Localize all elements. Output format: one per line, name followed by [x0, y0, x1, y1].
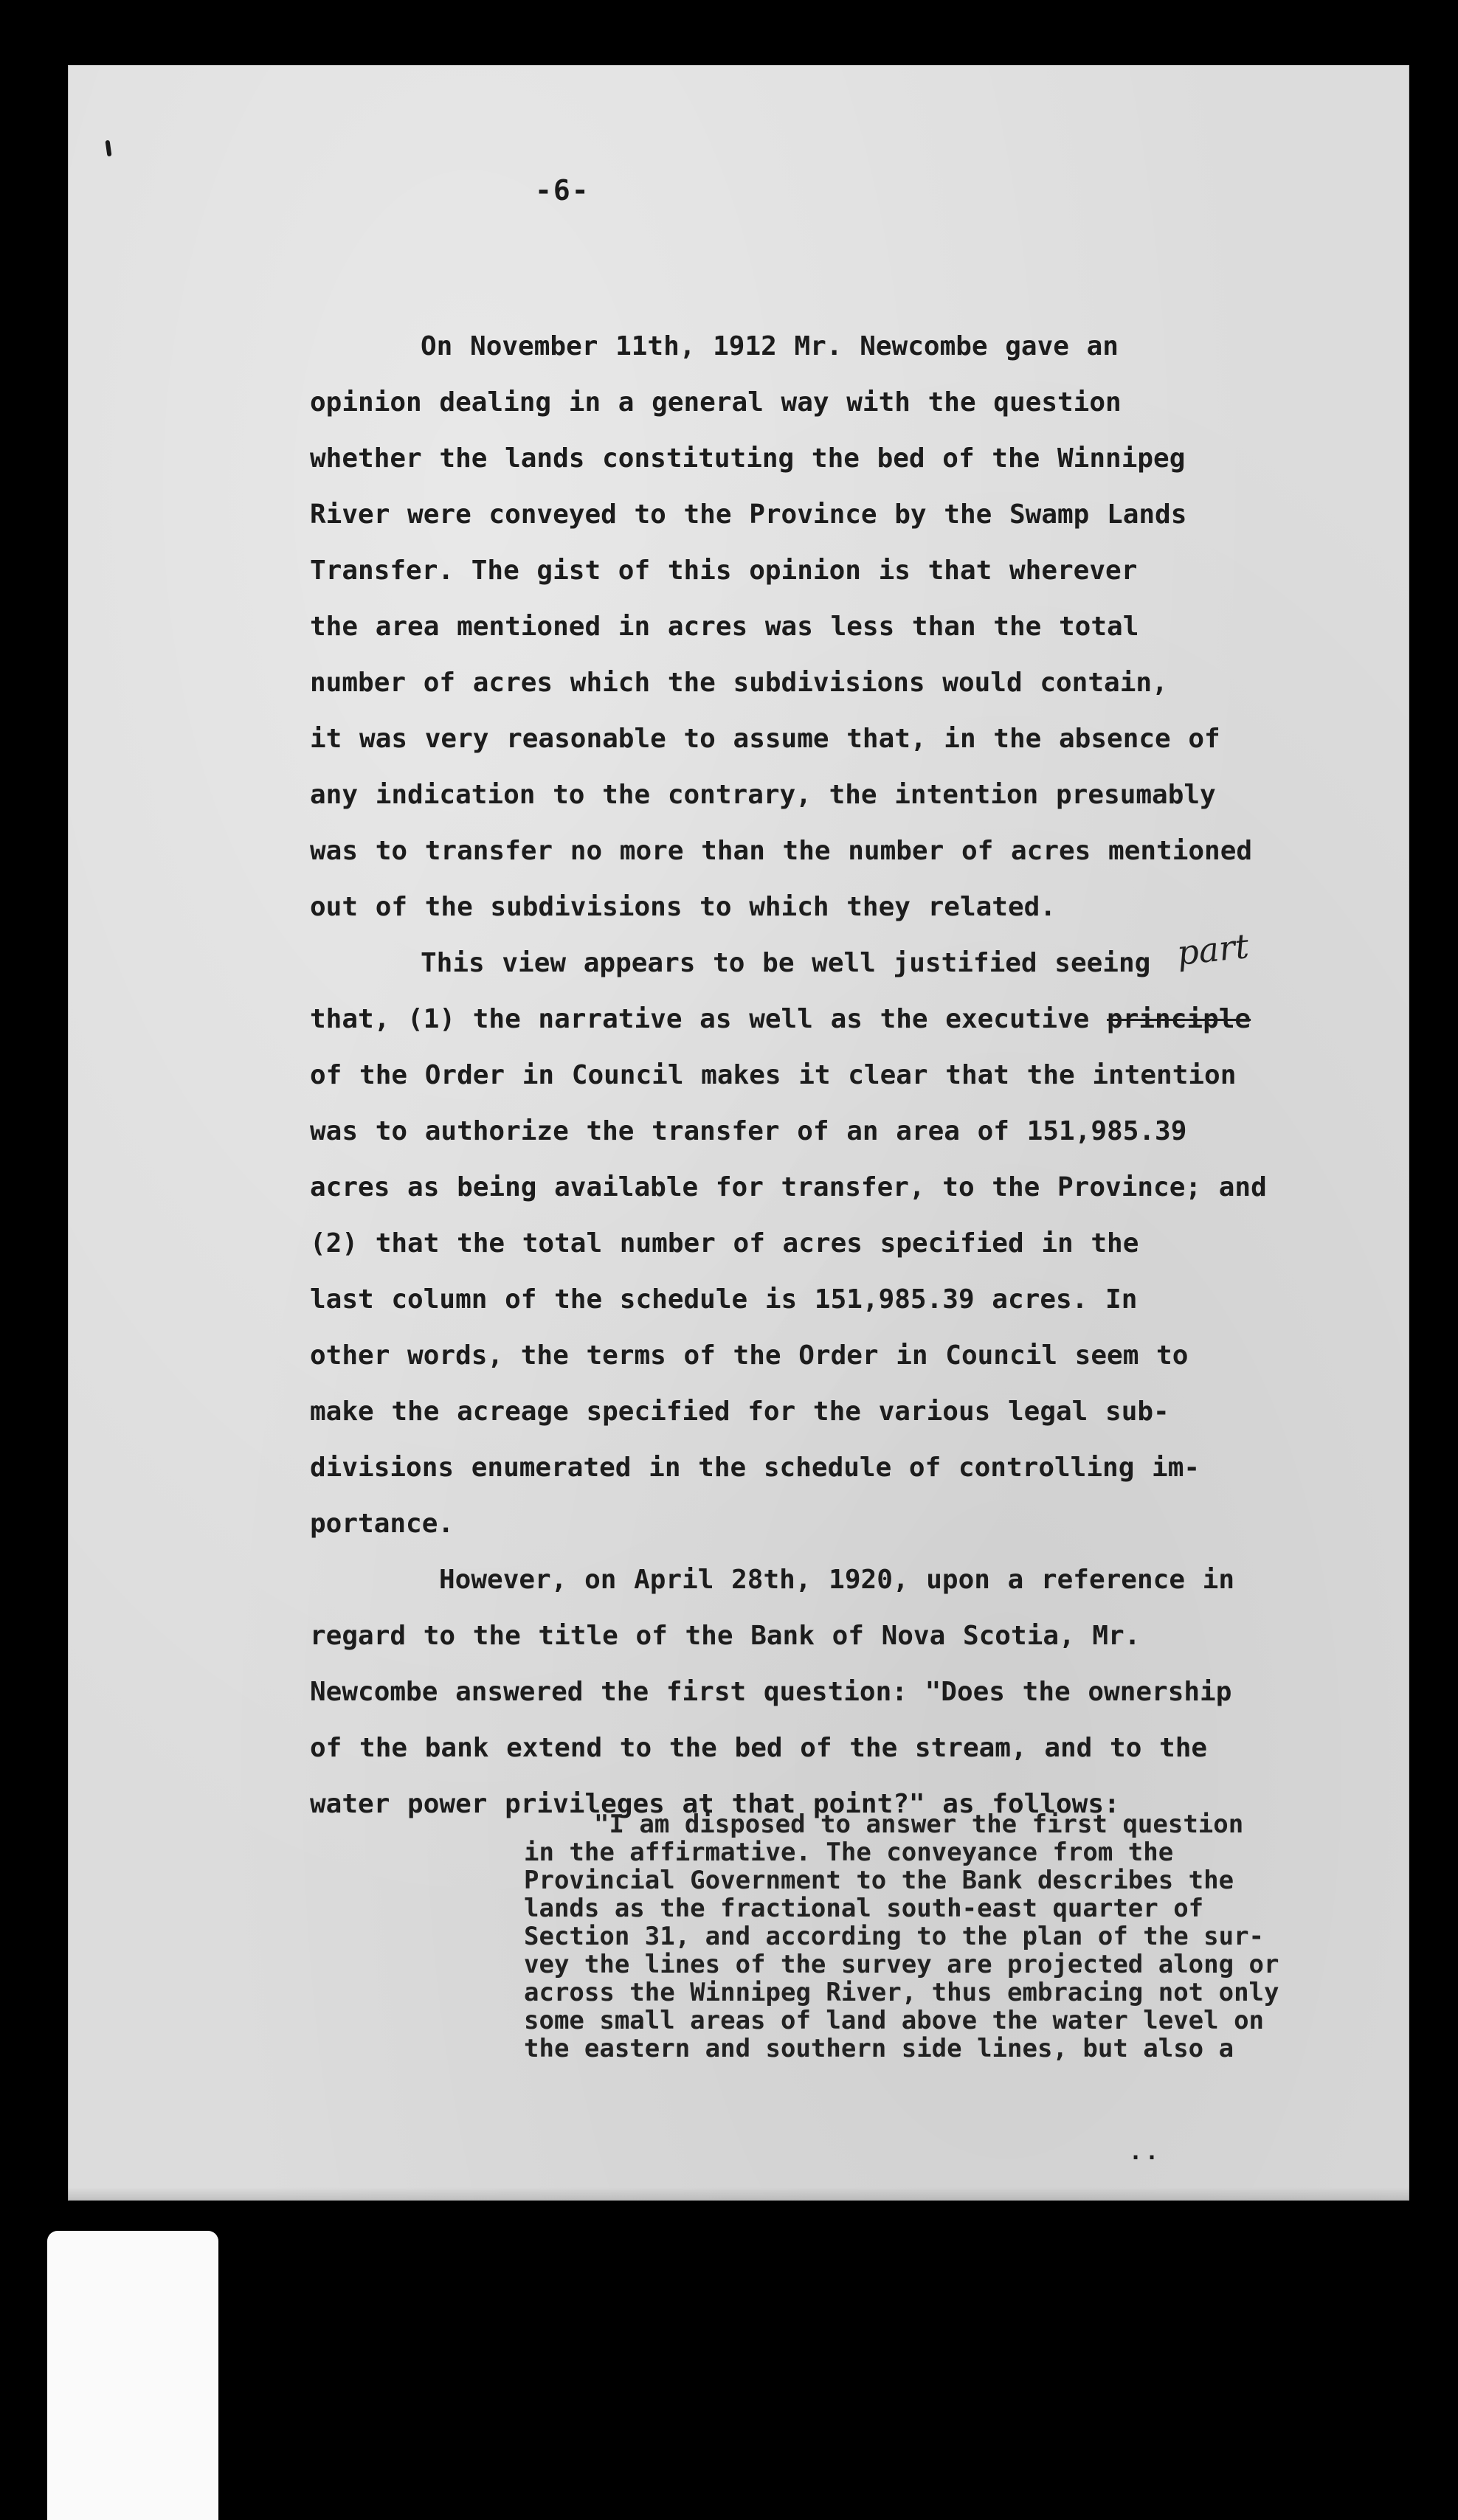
paragraph-2-line-2-text: that, (1) the narrative as well as the executive [310, 1004, 1090, 1034]
paragraph-2-line-3: of the Order in Council makes it clear that the intention [310, 1060, 1237, 1090]
paragraph-2-line-6: (2) that the total number of acres specified in the [310, 1228, 1139, 1259]
paragraph-2-line-10: divisions enumerated in the schedule of controlling im- [310, 1453, 1200, 1483]
paragraph-3-line-5: water power privileges at that point?" as follows: [310, 1789, 1120, 1819]
paragraph-1-line-9: any indication to the contrary, the intention presumably [310, 780, 1216, 810]
paragraph-1-line-6: the area mentioned in acres was less than the total [310, 612, 1139, 642]
quote-line-8: some small areas of land above the water level on [524, 2006, 1265, 2035]
page-number: -6- [535, 174, 590, 207]
page-shadow-edge [68, 2187, 1409, 2201]
paragraph-2-line-9: make the acreage specified for the various legal sub- [310, 1396, 1169, 1427]
paragraph-2-line-2 [310, 991, 1350, 1048]
quote-line-2: in the affirmative. The conveyance from the [524, 1838, 1174, 1867]
paragraph-1-line-8: it was very reasonable to assume that, in the absence of [310, 724, 1220, 754]
paragraph-1-line-5: Transfer. The gist of this opinion is that wherever [310, 555, 1138, 586]
paragraph-3-line-1: However, on April 28th, 1920, upon a reference in [439, 1565, 1235, 1595]
quoted-opinion [524, 1810, 1380, 2063]
quote-line-9: the eastern and southern side lines, but also a [524, 2034, 1234, 2063]
paragraph-1-line-3: whether the lands constituting the bed of the Winnipeg [310, 443, 1186, 474]
paragraph-2-line-11: portance. [310, 1509, 455, 1539]
paragraph-1-line-11: out of the subdivisions to which they related. [310, 892, 1056, 922]
paragraph-2-line-8: other words, the terms of the Order in Council seem to [310, 1340, 1189, 1371]
paragraph-1-line-10: was to transfer no more than the number of acres mentioned [310, 836, 1253, 866]
paragraph-2-line-1: This view appears to be well justified seeing [421, 948, 1151, 978]
paragraph-2-line-5: acres as being available for transfer, to the Province; and [310, 1172, 1267, 1202]
paragraph-3-line-4: of the bank extend to the bed of the stream, and to the [310, 1733, 1208, 1763]
paragraph-2-line-4: was to authorize the transfer of an area of 151,985.39 [310, 1116, 1187, 1146]
paragraph-1-line-7: number of acres which the subdivisions would contain, [310, 668, 1168, 698]
quote-line-4: lands as the fractional south-east quarter of [524, 1894, 1204, 1923]
body-text [310, 319, 1350, 1832]
struck-word: principle [1107, 1004, 1251, 1034]
quote-line-5: Section 31, and according to the plan of the sur- [524, 1922, 1265, 1951]
continuation-mark: .. [1129, 2139, 1162, 2165]
paragraph-1-line-1: On November 11th, 1912 Mr. Newcombe gave an [421, 331, 1119, 361]
paragraph-3-line-3: Newcombe answered the first question: "Does the ownership [310, 1677, 1232, 1707]
quote-line-7: across the Winnipeg River, thus embracing not only [524, 1978, 1279, 2007]
film-label-blank [47, 2231, 218, 2520]
paragraph-1-line-2: opinion dealing in a general way with the question [310, 387, 1122, 418]
paragraph-3-line-2: regard to the title of the Bank of Nova Scotia, Mr. [310, 1621, 1141, 1651]
handwritten-insertion: part [1175, 926, 1251, 973]
quote-line-6: vey the lines of the survey are projected along or [524, 1950, 1279, 1979]
quote-line-3: Provincial Government to the Bank describes the [524, 1866, 1234, 1895]
quote-line-1: "I am disposed to answer the first question [594, 1810, 1244, 1839]
paragraph-2-line-7: last column of the schedule is 151,985.39 acres. In [310, 1284, 1138, 1315]
paragraph-1-line-4: River were conveyed to the Province by the Swamp Lands [310, 499, 1187, 530]
